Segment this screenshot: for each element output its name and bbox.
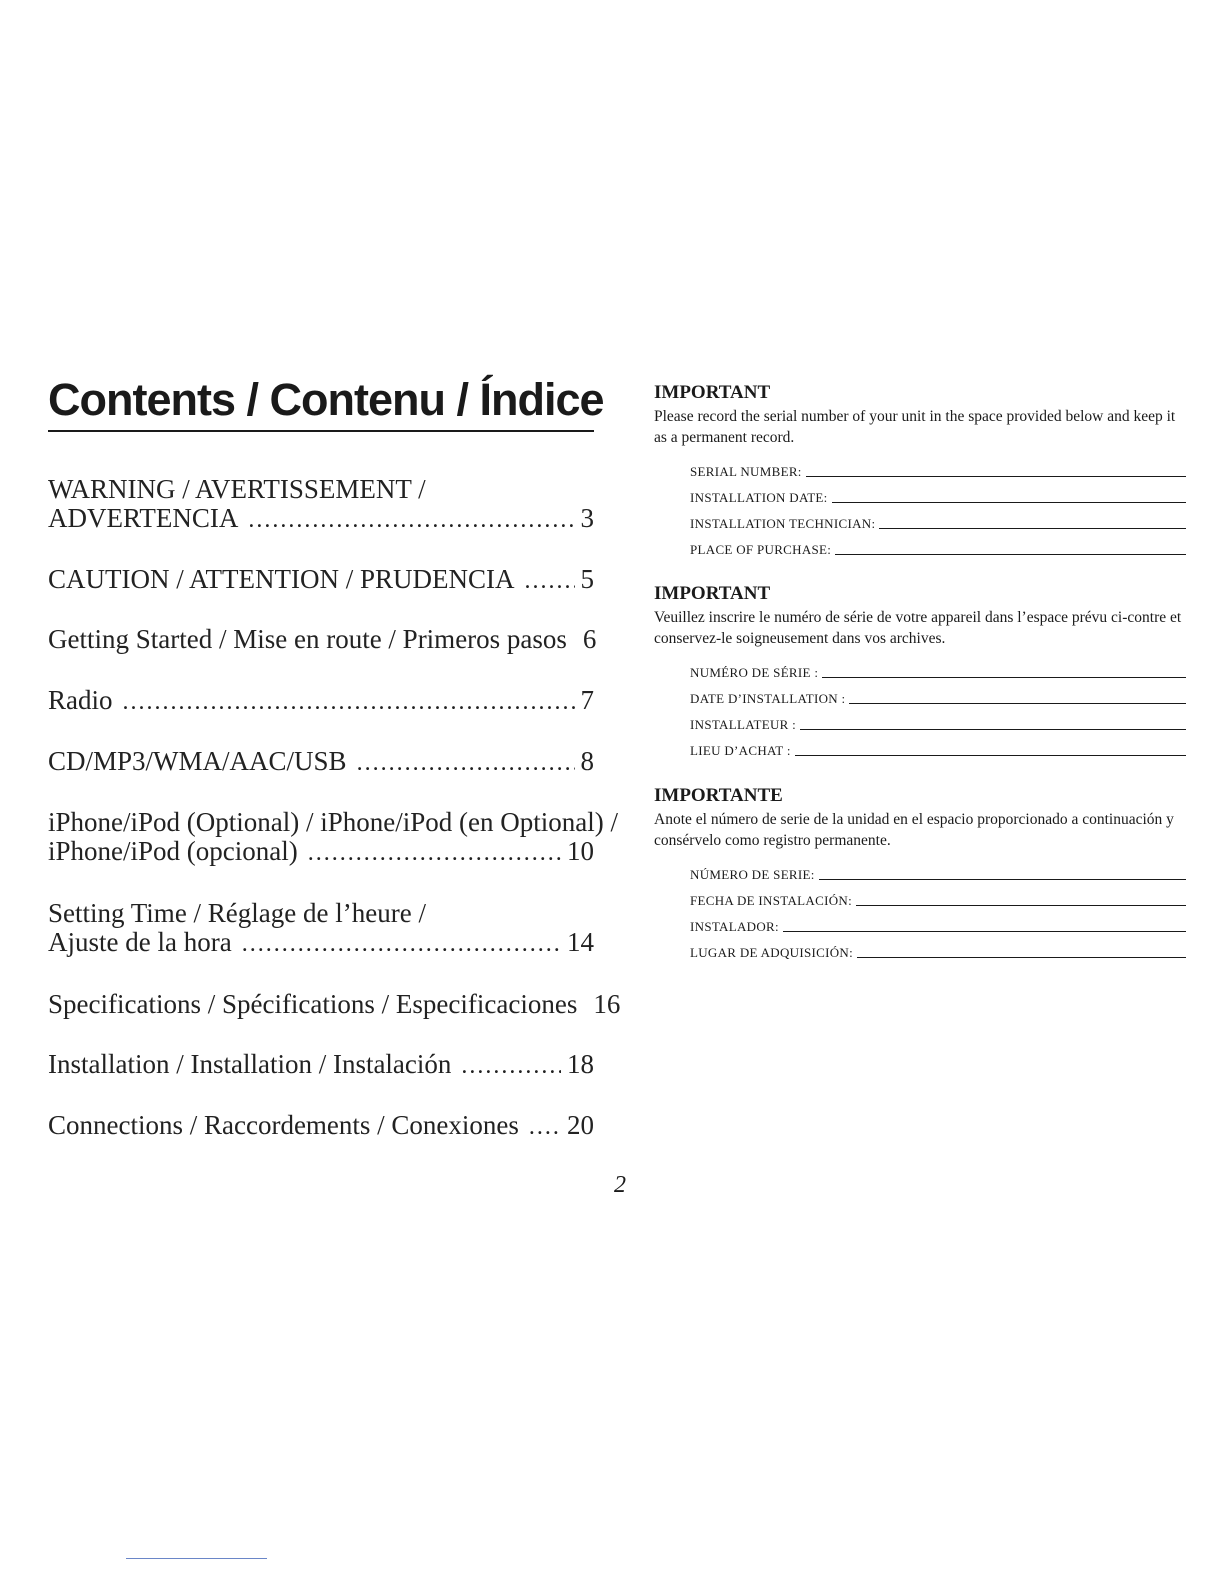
toc-entry-label: CAUTION / ATTENTION / PRUDENCIA bbox=[48, 564, 515, 594]
blank-line bbox=[857, 956, 1186, 958]
toc-entry-page: 20 bbox=[567, 1110, 594, 1140]
toc-entry-label: Installation / Installation / Instalación bbox=[48, 1049, 452, 1079]
form-field bbox=[690, 655, 1186, 681]
toc-entry-label: iPhone/iPod (Optional) / iPhone/iPod (en Optional) / bbox=[48, 807, 618, 837]
leader-dots bbox=[461, 1052, 561, 1081]
section-body: Anote el número de serie de la unidad en el espacio proporcionado a continuación y consérvelo como registro permanente. bbox=[654, 811, 1174, 849]
section-body: Veuillez inscrire le numéro de série de votre appareil dans l’espace prévu ci-contre et conservez-le soigneusement dans vos archives. bbox=[654, 609, 1182, 647]
toc-entry-page: 7 bbox=[580, 685, 594, 715]
toc-entry-connections bbox=[48, 1111, 594, 1140]
section-heading: IMPORTANTE bbox=[654, 785, 783, 806]
field-label: INSTALLATION DATE: bbox=[690, 490, 828, 505]
toc-entry-getting-started bbox=[48, 624, 597, 654]
toc-line bbox=[48, 747, 594, 776]
toc-entry-iphone bbox=[48, 807, 618, 866]
field-label: LIEU D’ACHAT : bbox=[690, 743, 791, 758]
field-label: INSTALLATEUR : bbox=[690, 717, 797, 732]
field-label: NUMÉRO DE SÉRIE : bbox=[690, 665, 819, 680]
toc-line bbox=[48, 989, 621, 1019]
toc-entry-page: 6 bbox=[582, 624, 597, 654]
leader-dots bbox=[123, 688, 575, 717]
toc-line bbox=[48, 475, 594, 504]
important-section-spanish bbox=[654, 785, 1186, 961]
toc-entry-label: Connections / Raccordements / Conexiones bbox=[48, 1110, 519, 1140]
blank-line bbox=[849, 702, 1186, 704]
toc-entry-specifications bbox=[48, 989, 621, 1019]
leader-dots bbox=[529, 1113, 561, 1142]
leader-dots bbox=[524, 567, 574, 596]
field-label: INSTALADOR: bbox=[690, 919, 779, 934]
toc-entry-page: 3 bbox=[580, 503, 594, 533]
toc-entry-label: CD/MP3/WMA/AAC/USB bbox=[48, 746, 347, 776]
toc-entry-page: 18 bbox=[567, 1049, 594, 1079]
field-label: LUGAR DE ADQUISICIÓN: bbox=[690, 945, 854, 960]
toc-entry-label: WARNING / AVERTISSEMENT / bbox=[48, 474, 426, 504]
field-label: PLACE OF PURCHASE: bbox=[690, 542, 832, 557]
toc-line bbox=[48, 837, 594, 866]
field-label: SERIAL NUMBER: bbox=[690, 464, 802, 479]
section-heading: IMPORTANT bbox=[654, 382, 771, 403]
blank-line bbox=[835, 553, 1186, 555]
blank-line bbox=[795, 754, 1186, 756]
toc-line bbox=[48, 899, 594, 928]
form-field bbox=[690, 506, 1186, 532]
field-label: INSTALLATION TECHNICIAN: bbox=[690, 516, 876, 531]
field-label: NÚMERO DE SERIE: bbox=[690, 867, 815, 882]
blank-line bbox=[800, 728, 1186, 730]
blank-line bbox=[822, 676, 1186, 678]
toc-title: Contents / Contenu / Índice bbox=[48, 374, 604, 425]
blank-line bbox=[819, 878, 1186, 880]
toc-line bbox=[48, 624, 597, 654]
form-field bbox=[690, 883, 1186, 909]
field-label: FECHA DE INSTALACIÓN: bbox=[690, 893, 852, 908]
blank-line bbox=[879, 527, 1186, 529]
toc-entry-warning bbox=[48, 475, 594, 533]
leader-dots bbox=[242, 930, 561, 959]
leader-dots bbox=[248, 506, 574, 535]
form-field bbox=[690, 532, 1186, 558]
blank-line bbox=[832, 501, 1186, 503]
toc-entry-label: Specifications / Spécifications / Especificaciones bbox=[48, 989, 578, 1019]
form-field bbox=[690, 733, 1186, 759]
toc-entry-label: Radio bbox=[48, 685, 113, 715]
page-number: 2 bbox=[614, 1172, 626, 1198]
leader-dots bbox=[308, 839, 561, 868]
toc-line bbox=[48, 1050, 594, 1079]
toc-entry-setting-time bbox=[48, 899, 594, 957]
toc-entry-page: 8 bbox=[580, 746, 594, 776]
footer-rule bbox=[126, 1558, 267, 1559]
form-field bbox=[690, 909, 1186, 935]
toc-title-rule bbox=[48, 430, 594, 432]
toc-entry-installation bbox=[48, 1050, 594, 1079]
form-field bbox=[690, 454, 1186, 480]
blank-line bbox=[783, 930, 1186, 932]
toc-entry-label: Setting Time / Réglage de l’heure / bbox=[48, 898, 426, 928]
toc-entry-caution bbox=[48, 565, 594, 594]
blank-line bbox=[856, 904, 1186, 906]
toc-entry-page: 16 bbox=[593, 989, 621, 1019]
form-field bbox=[690, 857, 1186, 883]
toc-line bbox=[48, 1111, 594, 1140]
section-body: Please record the serial number of your unit in the space provided below and keep it as a permanent record. bbox=[654, 408, 1176, 446]
toc-entry-label: ADVERTENCIA bbox=[48, 503, 239, 533]
important-section-english bbox=[654, 382, 1186, 558]
toc-entry-page: 5 bbox=[580, 564, 594, 594]
toc-entry-page: 10 bbox=[567, 836, 594, 866]
field-label: DATE D’INSTALLATION : bbox=[690, 691, 846, 706]
toc-entry-radio bbox=[48, 686, 594, 715]
toc-entry-page: 14 bbox=[567, 927, 594, 957]
important-section-french bbox=[654, 583, 1186, 759]
form-field bbox=[690, 480, 1186, 506]
toc-line bbox=[48, 565, 594, 594]
section-heading: IMPORTANT bbox=[654, 583, 771, 604]
toc-entry-cd bbox=[48, 747, 594, 776]
form-field bbox=[690, 681, 1186, 707]
toc-line bbox=[48, 686, 594, 715]
toc-line bbox=[48, 807, 618, 837]
toc-entry-label: iPhone/iPod (opcional) bbox=[48, 836, 298, 866]
toc-entry-label: Getting Started / Mise en route / Primeros pasos bbox=[48, 624, 567, 654]
toc-line bbox=[48, 504, 594, 533]
toc-entry-label: Ajuste de la hora bbox=[48, 927, 232, 957]
leader-dots bbox=[357, 749, 575, 778]
blank-line bbox=[806, 475, 1186, 477]
form-field bbox=[690, 935, 1186, 961]
toc-line bbox=[48, 928, 594, 957]
form-field bbox=[690, 707, 1186, 733]
